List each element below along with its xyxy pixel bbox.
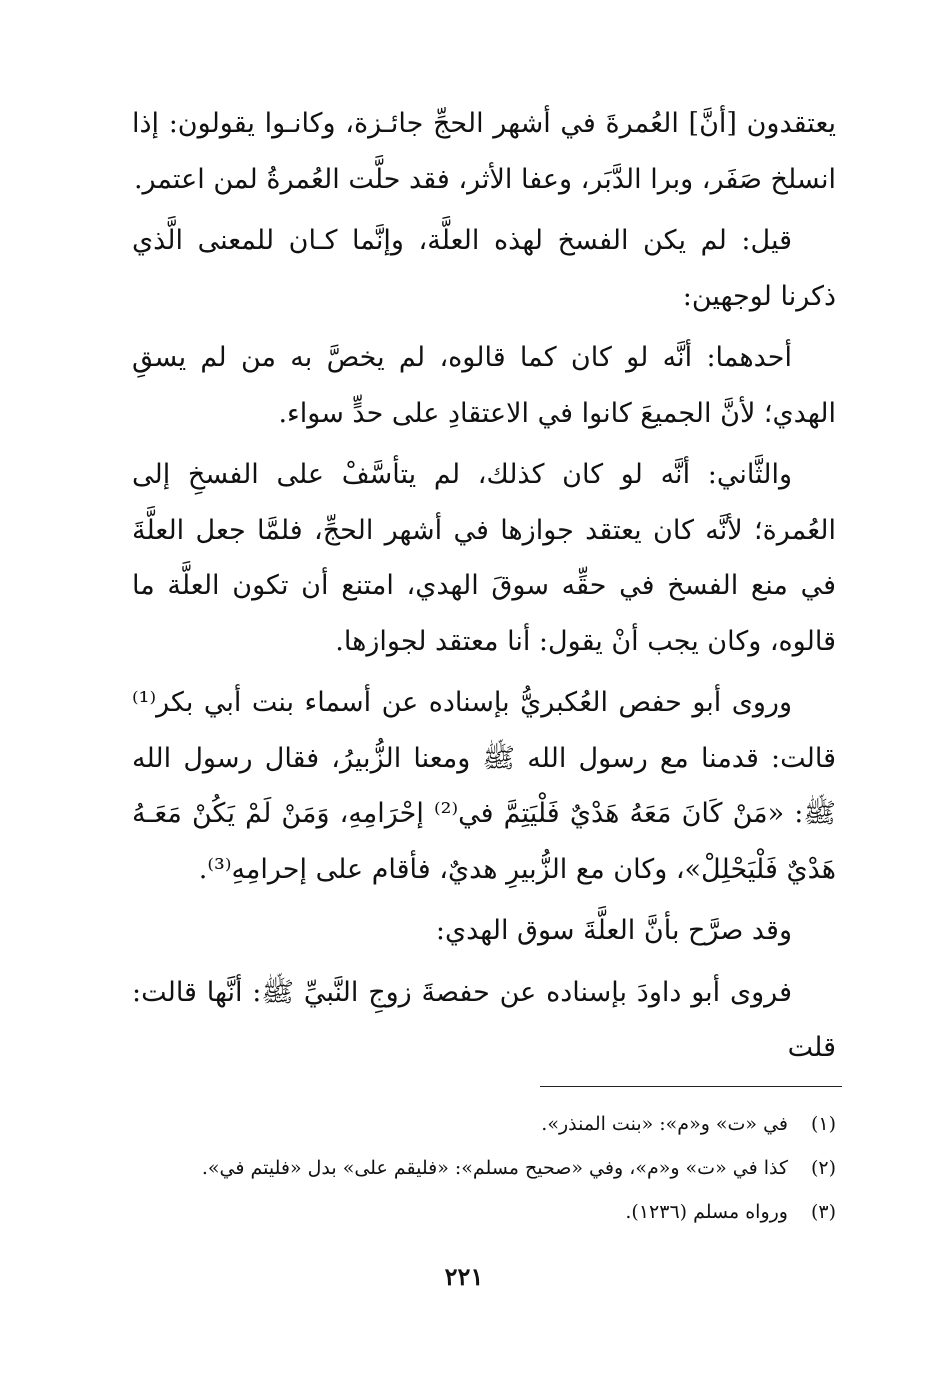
footnote-text: ورواه مسلم (١٢٣٦). [625,1201,788,1223]
footnote-text: في «ت» و«م»: «بنت المنذر». [541,1113,788,1135]
footnote-number: (١) [810,1113,836,1135]
paragraph-1: يعتقدون [أنَّ] العُمرةَ في أشهر الحجِّ جائـزة، وكانـوا يقولون: إذا انسلخ صَفَر، وبرا الدَّبَر، وعفا الأثر، فقد حلَّت العُمرةُ لمن اعتمر. [132,108,836,195]
page-number: ٢٢١ [444,1262,484,1291]
footnote-3 [132,1190,836,1234]
paragraph-2: قيل: لم يكن الفسخ لهذه العلَّة، وإنَّما كـان للمعنى الَّذي ذكرنا لوجهين: [132,225,836,312]
footnote-1 [132,1102,836,1146]
footnote-number: (٣) [810,1201,836,1223]
paragraph-4: والثَّاني: أنَّه لو كان كذلك، لم يتأسَّفْ على الفسخِ إلى العُمرة؛ لأنَّه كان يعتقد جوازها في أشهر الحجِّ، فلمَّا جعل العلَّةَ في منع الفسخ في حقِّه سوقَ الهدي، امتنع أن تكون العلَّة ما قالوه، وكان يجب أنْ يقول: أنا معتقد لجوازها. [132,459,836,657]
main-text [132,96,836,1082]
footnote-text: كذا في «ت» و«م»، وفي «صحيح مسلم»: «فليقم على» بدل «فليتم في». [201,1157,788,1179]
paragraph-7: فروى أبو داودَ بإسناده عن حفصةَ زوجِ النَّبيِّ ﷺ: أنَّها قالت: قلت [132,976,836,1063]
paragraph-3: أحدهما: أنَّه لو كان كما قالوه، لم يخصَّ به من لم يسقِ الهدي؛ لأنَّ الجميعَ كانوا في الاعتقادِ على حدٍّ سواء. [132,342,836,429]
paragraph-6: وقد صرَّح بأنَّ العلَّةَ سوق الهدي: [435,915,792,946]
footnote-2 [132,1146,836,1190]
footnotes [132,1102,836,1234]
footnote-separator [540,1086,842,1087]
footnote-number: (٢) [810,1157,836,1179]
paragraph-5: وروى أبو حفص العُكبريُّ بإسناده عن أسماء بنت أبي بكر⁽¹⁾ قالت: قدمنا مع رسول الله ﷺ ومعنا الزُّبيرُ، فقال رسول الله ﷺ: «مَنْ كَانَ مَعَهُ هَدْيٌ فَلْيَتِمَّ في⁽²⁾ إحْرَامِهِ، وَمَنْ لَمْ يَكُنْ مَعَـهُ هَدْيٌ فَلْيَحْلِلْ»، وكان مع الزُّبيرِ هديٌ، فأقام على إحرامِهِ⁽³⁾. [132,687,837,885]
